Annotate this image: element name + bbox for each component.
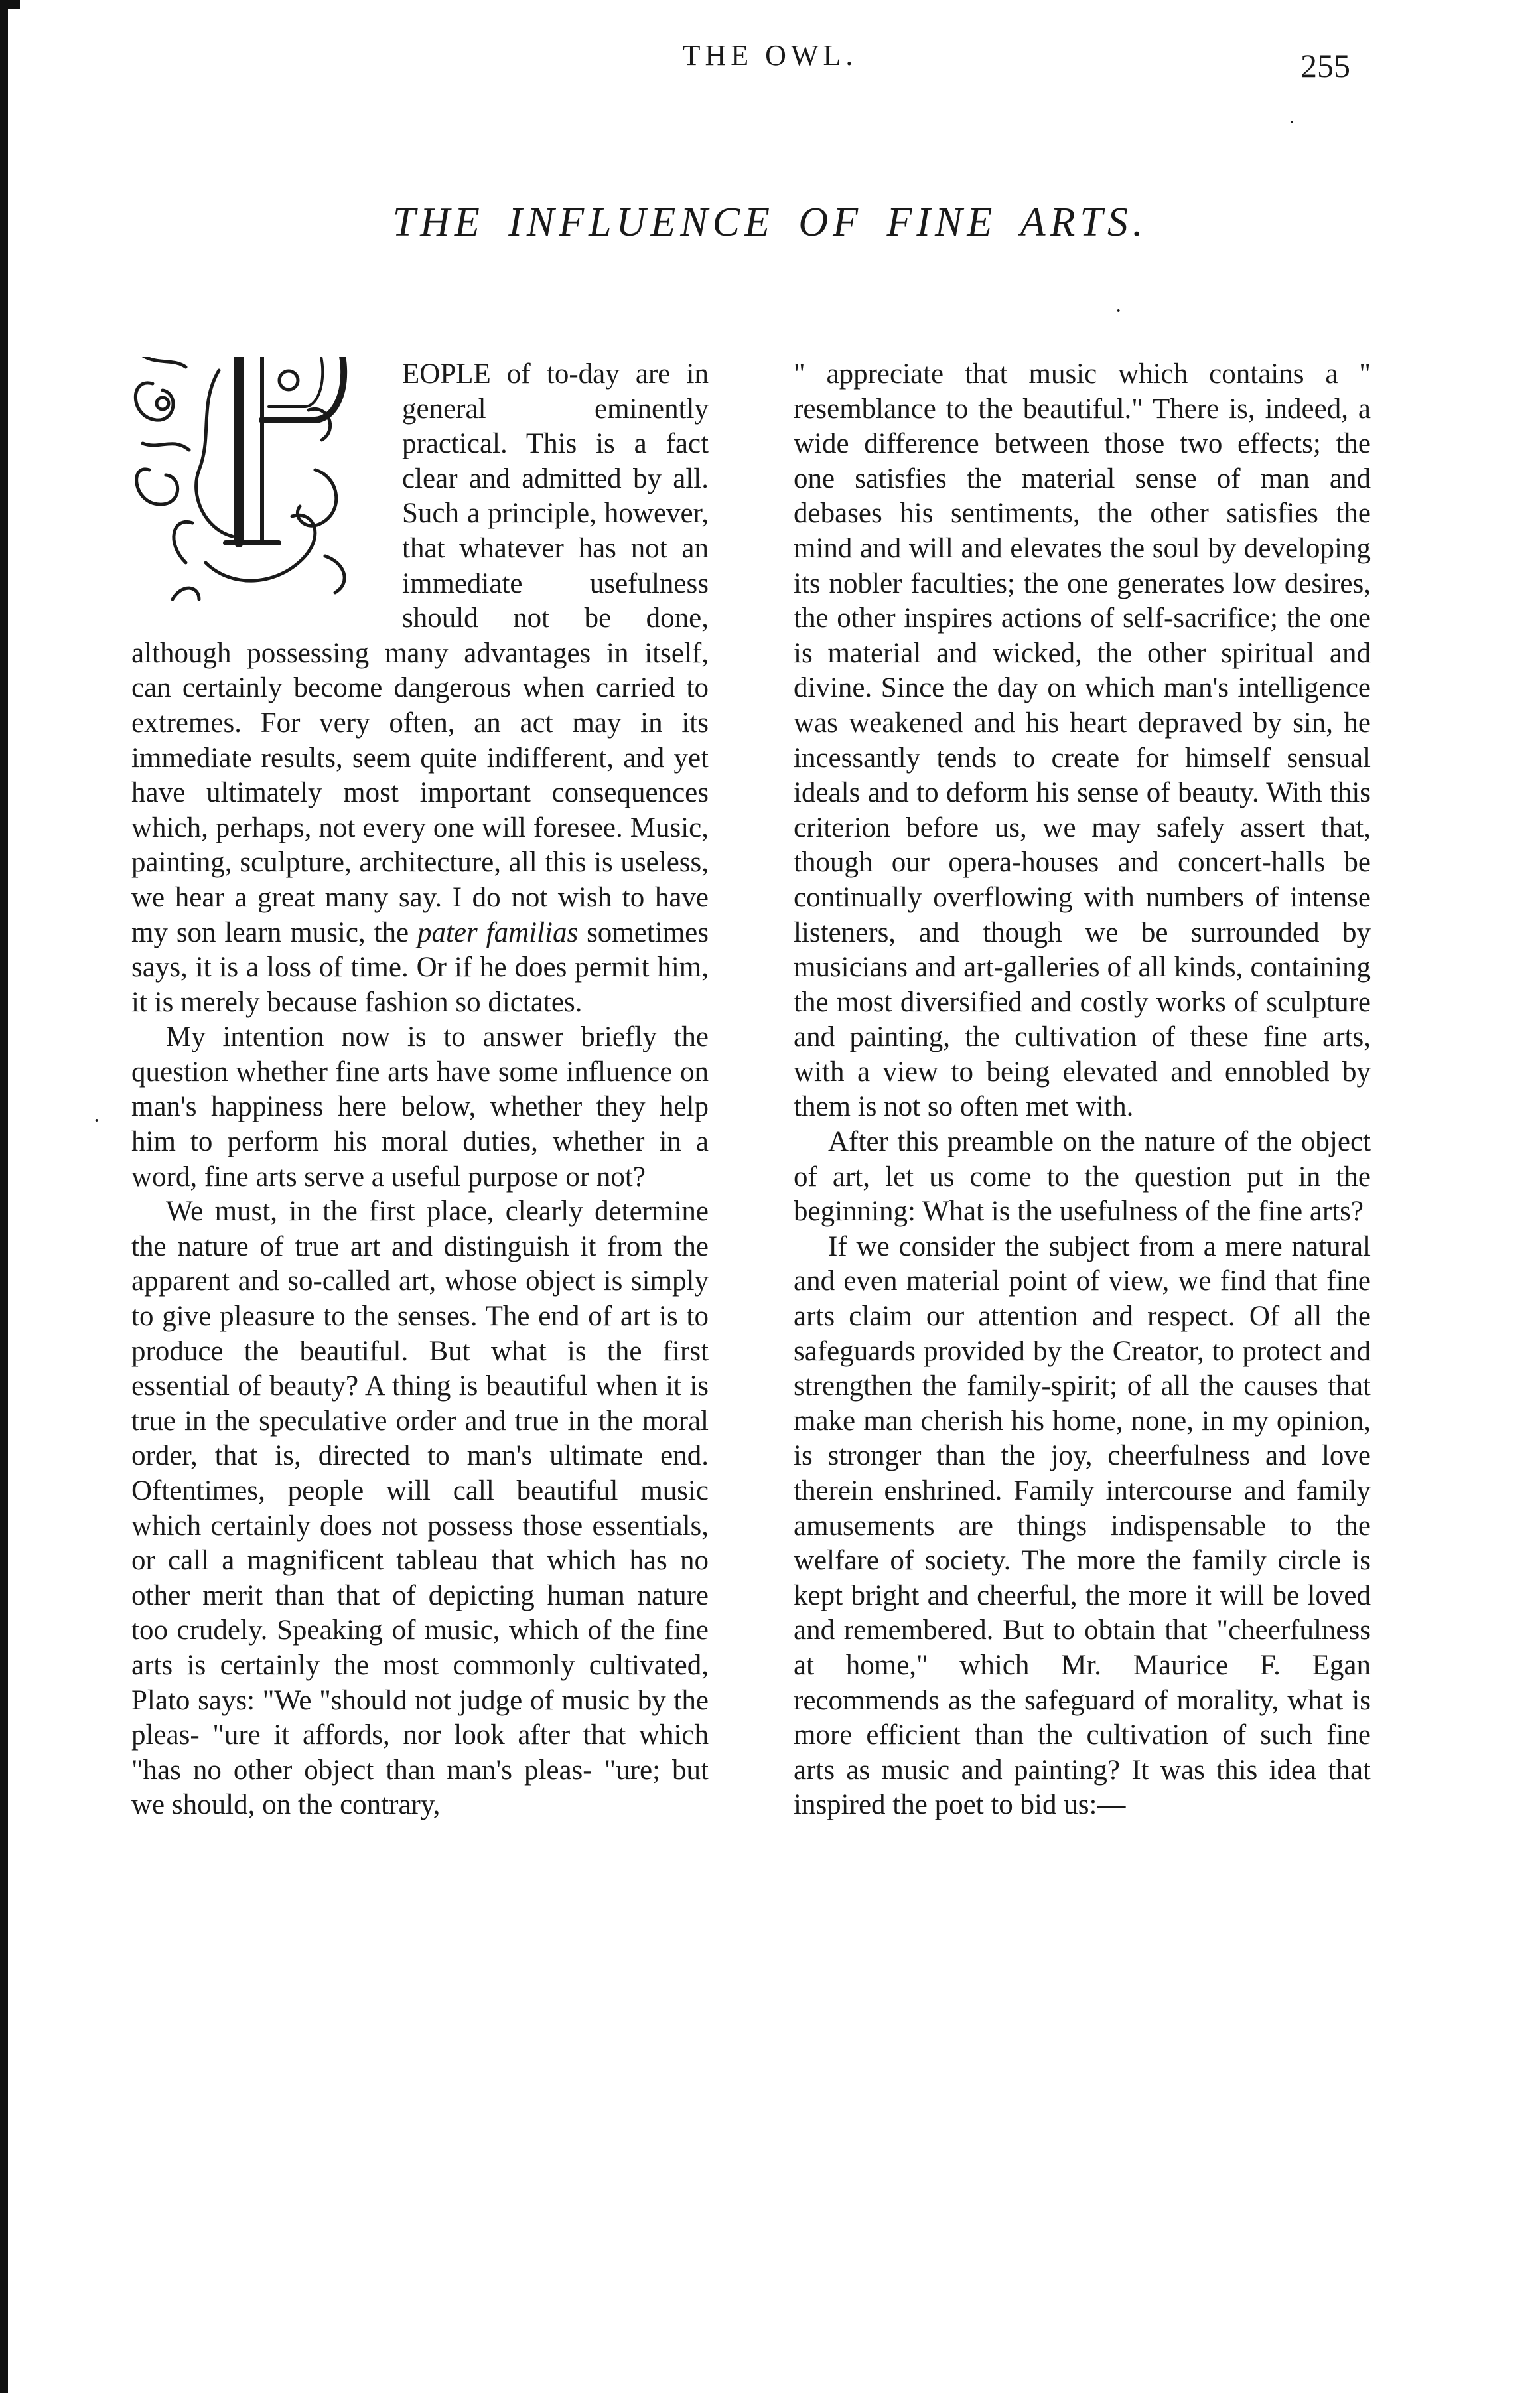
paragraph: We must, in the first place, clearly determine the nature of true art and distinguish it from the apparent and so-called art, whose object is simply to give pleasure to the senses. The end of art is to produce the beautiful. But what is the first essential of beauty? A thing is beautiful when it is true in the speculative order and true in the moral order, that is, directed to man's ultimate end. Oftentimes, people will call beautiful music which certainly does not possess those essentials, or call a magnificent tableau that which has no other merit than that of depicting human nature too crudely. Speaking of music, which of the fine arts is certainly the most commonly cultivated, Plato says: "We "should not judge of music by the pleas- "ure it affords, nor look after that which "has no other object than man's pleas- "ure; but we should, on the contrary,	[131, 1196, 709, 1821]
paragraph: " appreciate that music which contains a " resemblance to the beautiful." There is, indeed, a wide difference between those two effects; the one satisfies the material sense of man and debases his sentiments, the other satisfies the mind and will and elevates the soul by developing its nobler faculties; the one generates low desires, the other inspires actions of self-sacrifice; the one is material and wicked, the other spiritual and divine. Since the day on which man's intelligence was weakened and his heart depraved by sin, he incessantly tends to create for himself sensual ideals and to deform his sense of beauty. With this criterion before us, we may safely assert that, though our opera-houses and concert-halls be continually overflowing with numbers of intense listeners, and though we be surrounded by musicians and art-galleries of all kinds, containing the most diversified and costly works of sculpture and painting, the cultivation of these fine arts, with a view to being elevated and ennobled by them is not so often met with.	[794, 358, 1371, 1123]
left-column	[131, 357, 709, 2348]
paragraph: After this preamble on the nature of the object of art, let us come to the question put in the beginning: What is the usefulness of the fine arts?	[794, 1126, 1371, 1228]
print-speck: ·	[93, 1108, 101, 1133]
article-title: THE INFLUENCE OF FINE ARTS.	[392, 200, 1148, 245]
right-column	[794, 357, 1371, 2348]
paragraph: My intention now is to answer briefly the question whether fine arts have some influence on man's happiness here below, whether they help him to perform his moral duties, whether in a word, fine arts serve a useful purpose or not?	[131, 1021, 709, 1193]
emphasis-text: pater familias	[417, 916, 579, 948]
dropcap-ornament-icon	[131, 357, 390, 610]
page-number: 255	[1300, 47, 1350, 84]
binding-edge	[0, 0, 8, 2393]
ornamental-dropcap	[131, 357, 390, 610]
print-speck: ·	[1289, 111, 1295, 133]
paragraph-text: EOPLE of to-day are in general eminently practical. This is a fact clear and admitted by all. Such a principle, however, that whatever has not an immediate usefulness should not be done, although possessing many advantages in itself, can certainly become dangerous when carried to extremes. For very often, an act may in its immediate results, seem quite indifferent, and yet have ultimately most important consequences which, perhaps, not every one will foresee. Music, painting, sculpture, architecture, all this is useless, we hear a great many say. I do not wish to have my son learn music, the	[131, 358, 709, 948]
paragraph: If we consider the subject from a mere natural and even material point of view, we find that fine arts claim our attention and respect. Of all the safeguards provided by the Creator, to protect and strengthen the family-spirit; of all the causes that make man cherish his home, none, in my opinion, is stronger than the joy, cheerfulness and love therein enshrined. Family intercourse and family amusements are things indispensable to the welfare of society. The more the family circle is kept bright and cheerful, the more it will be loved and remembered. But to obtain that "cheerfulness at home," which Mr. Maurice F. Egan recommends as the safeguard of morality, what is more efficient than the cultivation of such fine arts as music and painting? It was this idea that inspired the poet to bid us:—	[794, 1230, 1371, 1821]
running-title: THE OWL.	[682, 39, 858, 72]
paragraph-text: sometimes says, it is a loss of time. Or if he does permit him, it is merely because fashion so dictates.	[131, 916, 709, 1018]
binding-mark	[0, 0, 20, 9]
print-speck: ·	[1115, 299, 1123, 323]
